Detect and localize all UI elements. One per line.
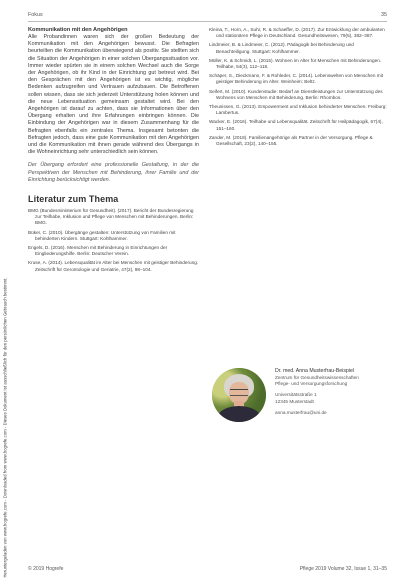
page-footer — [28, 566, 387, 574]
reference-item: Lindmeier, B. & Lindmeier, C. (2012). Pädagogik bei Behinderung und Benachteiligung. Stuttgart: Kohlhammer. — [209, 42, 354, 54]
author-affiliation: Zentrum für Gesundheitswissenschaften — [275, 375, 359, 380]
reference-item: Theunissen, G. (2013). Empowerment und Inklusion behinderter Menschen. Freiburg: Lambertus. — [209, 104, 387, 116]
reference-item: Wacker, E. (2016). Teilhabe und Lebensqualität. Zeitschrift für Heilpädagogik, 67(4), 151–160. — [209, 119, 383, 131]
reference-item: Schäper, S., Dieckmann, F. & Rohleder, C. (2014). Lebenswelten von Menschen mit geistiger Behinderung im Alter. Weinheim: Beltz. — [209, 73, 384, 85]
journal-citation: Pflege 2019 Volume 32, Issue 1, 31–35 — [299, 566, 387, 572]
reference-item: Zander, M. (2018). Familienangehörige als Partner in der Versorgung. Pflege & Gesellschaft, 23(2), 140–155. — [209, 134, 373, 147]
section-heading: Kommunikation mit den Angehörigen — [28, 27, 128, 33]
section-body: Alle Probandinnen waren sich der großen Bedeutung der Kommunikation mit den Angehörigen bewusst. Die Befragten beurteilten die Kommunikation überwiegend als positiv. Sie stellten sich die Situation der Angehörigen in einer solchen Übergangssituation vor. Immer wieder spürten sie in einem solchen Wechsel auch die Sorge der Angehörigen, ob ihr Kind in der Einrichtung gut betreut wird. Bei den Gesprächen mit den Angehörigen ist es wichtig, mögliche Bedenken aufzugreifen und Vertrauen aufzubauen. Die Betroffenen sollen wissen, dass sie sich jederzeit Unterstützung holen können und die neue Lebenssituation gemeinsam gestaltet wird. Bei den Angehörigen ist darauf zu achten, dass sie Informationen über den Übergang erhalten und ihre Erfahrungen einbringen können. Die Einbindung der Angehörigen war in diesem Zusammenhang für die Befragten ebenfalls ein zentrales Thema. Insgesamt betonten die Befragten jedoch, dass eine gute Kommunikation mit den Angehörigen und die Kommunikation mit ihnen gerade während des Übergangs in die Wohneinrichtung sehr unterschiedlich sein können. — [28, 34, 199, 156]
author-info — [275, 368, 389, 416]
author-photo — [212, 368, 266, 422]
page-header — [28, 12, 387, 20]
side-note-text: Heruntergeladen von www.hogrefe.com - Downloaded from www.hogrefe.com - Dieses Dokument ist ausschließlich für den persönlichen Gebrauch bestimmt. — [2, 277, 8, 578]
left-column — [28, 27, 199, 276]
copyright: © 2019 Hogrefe — [28, 566, 64, 572]
literature-list-right — [209, 27, 389, 150]
reference-item: Müller, K. & Schmidt, L. (2015). Wohnen im Alter für Menschen mit Behinderungen. Teilhabe, 54(3), 112–118. — [209, 57, 382, 70]
author-email[interactable]: anna.musterfrau@uni.de — [275, 409, 327, 415]
header-section: Fokus — [28, 12, 43, 18]
reference-item: BMG (Bundesministerium für Gesundheit). (2017). Bericht der Bundesregierung zur Teilhabe, Inklusion und Pflege von Menschen mit Behinderungen. Berlin: BMG. — [28, 208, 194, 226]
reference-item: Seifert, M. (2010). Kundenstudie: Bedarf an Dienstleistungen zur Unterstützung des Wohnens von Menschen mit Behinderung. Berlin: Rhombos. — [209, 88, 383, 100]
reference-item: Engels, D. (2016). Menschen mit Behinderung in Einrichtungen der Eingliederungshilfe. Berlin: Deutscher Verein. — [28, 245, 168, 257]
author-department: Pflege- und Versorgungsforschung — [275, 381, 348, 387]
literature-list-left — [28, 208, 199, 273]
header-rule — [28, 21, 387, 22]
italic-summary: Der Übergang erfordert eine professionelle Gestaltung, in der die Perspektiven der Menschen mit Behinderung, ihrer Familie und der Einrichtung berücksichtigt werden. — [28, 162, 199, 183]
reference-item: Büker, C. (2010). Übergänge gestalten: Unterstützung von Familien mit behinderten Kindern. Stuttgart: Kohlhammer. — [28, 229, 176, 241]
author-name: Dr. med. Anna Musterfrau-Beispiel — [275, 368, 354, 374]
reference-item: Kruse, A. (2014). Lebensqualität im Alter bei Menschen mit geistiger Behinderung. Zeitschrift für Gerontologie und Geriatrie, 47(2), 98–104. — [28, 260, 199, 272]
page-number: 35 — [381, 12, 387, 18]
reference-item: Kleina, T., Horn, A., Suhr, R. & Schaeffer, D. (2017). Zur Entwicklung der ambulanten und stationären Pflege in Deutschland. Gesundheitswesen, 79(5), 382–387. — [209, 27, 385, 39]
side-note — [0, 0, 8, 585]
author-street: Universitätsstraße 1 — [275, 392, 317, 398]
author-city: 12345 Musterstadt — [275, 398, 314, 404]
literature-heading: Literatur zum Thema — [28, 194, 119, 205]
